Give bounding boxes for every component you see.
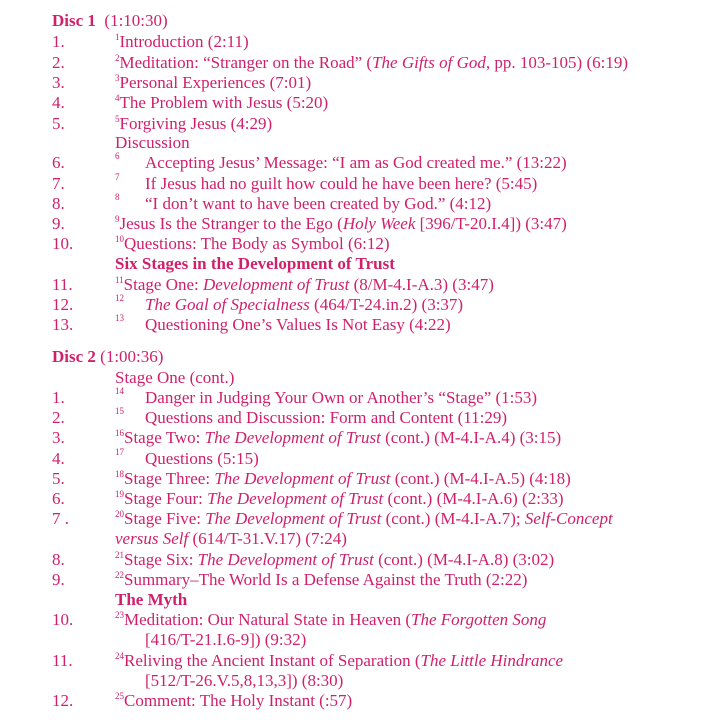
track-row: 4. 17 Questions (5:15)	[52, 447, 259, 468]
track-row: 1. 14 Danger in Judging Your Own or Another’s “Stage” (1:53)	[52, 386, 538, 407]
track-title: $^{22}$Summary–The World Is a Defense Against the Truth (2:22)	[115, 570, 528, 589]
track-title: $^{11}$Stage One: Development of Trust (8/M-4.I-A.3) (3:47)	[115, 275, 494, 294]
track-row: 12. $^{25}$Comment: The Holy Instant (:57)	[52, 691, 353, 710]
subheading: Stage One (cont.)	[115, 368, 235, 387]
track-title: If Jesus had no guilt how could he have been here? (5:45)	[145, 174, 538, 193]
track-row: 12. 12 The Goal of Specialness (464/T-24.in.2) (3:37)	[52, 293, 464, 314]
track-row-continuation	[0, 529, 720, 549]
track-title: Questions (5:15)	[145, 449, 259, 468]
track-title: $^{19}$Stage Four: The Development of Trust (cont.) (M-4.I-A.6) (2:33)	[115, 489, 564, 508]
track-row: 6. $^{19}$Stage Four: The Development of Trust (cont.) (M-4.I-A.6) (2:33)	[52, 489, 564, 508]
track-title: $^3$Personal Experiences (7:01)	[115, 73, 312, 92]
section-heading: The Myth	[115, 590, 188, 609]
track-row: 8. 8 “I don’t want to have been created by God.” (4:12)	[52, 192, 492, 213]
track-row: 6. 6 Accepting Jesus’ Message: “I am as God created me.” (13:22)	[52, 151, 567, 172]
track-title: $^{10}$Questions: The Body as Symbol (6:12)	[115, 234, 390, 253]
track-row-continuation	[0, 671, 720, 691]
discussion-heading: Discussion	[115, 133, 190, 152]
disc-2-duration: (1:00:36)	[100, 347, 164, 366]
track-row: 11. $^{24}$Reliving the Ancient Instant of Separation (The Little Hindrance	[52, 651, 564, 670]
track-row: 10. $^{23}$Meditation: Our Natural State in Heaven (The Forgotten Song	[52, 610, 547, 629]
track-title: $^1$Introduction (2:11)	[115, 32, 249, 51]
track-title: $^{25}$Comment: The Holy Instant (:57)	[115, 691, 353, 710]
track-title: $^{24}$Reliving the Ancient Instant of Separation (The Little Hindrance	[115, 651, 564, 670]
disc-2-header	[0, 347, 720, 367]
track-row: 3. $^{16}$Stage Two: The Development of Trust (cont.) (M-4.I-A.4) (3:15)	[52, 428, 562, 447]
track-row: 4. $^4$The Problem with Jesus (5:20)	[52, 93, 329, 112]
disc-1-duration: (1:10:30)	[104, 11, 168, 30]
track-title: $^5$Forgiving Jesus (4:29)	[115, 114, 273, 133]
track-row-continuation	[0, 630, 720, 650]
track-row: 5. $^{18}$Stage Three: The Development of Trust (cont.) (M-4.I-A.5) (4:18)	[52, 469, 571, 488]
track-title: Questions and Discussion: Form and Content (11:29)	[145, 408, 508, 427]
track-title: versus Self (614/T-31.V.17) (7:24)	[115, 529, 347, 548]
track-row: 7. 7 If Jesus had no guilt how could he have been here? (5:45)	[52, 172, 538, 193]
track-title: $^4$The Problem with Jesus (5:20)	[115, 93, 329, 112]
track-title: $^{16}$Stage Two: The Development of Trust (cont.) (M-4.I-A.4) (3:15)	[115, 428, 562, 447]
track-row: 1. $^1$Introduction (2:11)	[52, 32, 249, 51]
track-row: 7 . $^{20}$Stage Five: The Development of Trust (cont.) (M-4.I-A.7); Self-Concept	[52, 509, 613, 528]
track-row: 9. $^9$Jesus Is the Stranger to the Ego (Holy Week [396/T-20.I.4]) (3:47)	[52, 214, 567, 233]
disc-2-label: Disc 2	[52, 347, 96, 366]
track-row: 9. $^{22}$Summary–The World Is a Defense Against the Truth (2:22)	[52, 570, 528, 589]
track-row: 8. $^{21}$Stage Six: The Development of Trust (cont.) (M-4.I-A.8) (3:02)	[52, 550, 555, 569]
track-title: The Goal of Specialness (464/T-24.in.2) (3:37)	[145, 295, 464, 314]
track-title: [512/T-26.V.5,8,13,3]) (8:30)	[145, 671, 344, 690]
track-row: 10. $^{10}$Questions: The Body as Symbol (6:12)	[52, 234, 390, 253]
disc-1-header	[0, 11, 720, 31]
track-row: 3. $^3$Personal Experiences (7:01)	[52, 73, 312, 92]
track-title: Questioning One’s Values Is Not Easy (4:22)	[145, 315, 451, 334]
track-row: 5. $^5$Forgiving Jesus (4:29)	[52, 114, 273, 133]
section-heading: Six Stages in the Development of Trust	[115, 254, 395, 273]
track-title: $^{20}$Stage Five: The Development of Trust (cont.) (M-4.I-A.7); Self-Concept	[115, 509, 613, 528]
track-title: $^9$Jesus Is the Stranger to the Ego (Holy Week [396/T-20.I.4]) (3:47)	[115, 214, 567, 233]
track-title: $^{18}$Stage Three: The Development of Trust (cont.) (M-4.I-A.5) (4:18)	[115, 469, 571, 488]
track-title: [416/T-21.I.6-9]) (9:32)	[145, 630, 307, 649]
track-row: 13. 13 Questioning One’s Values Is Not Easy (4:22)	[52, 313, 451, 334]
track-title: Accepting Jesus’ Message: “I am as God created me.” (13:22)	[145, 153, 567, 172]
track-title: $^{21}$Stage Six: The Development of Trust (cont.) (M-4.I-A.8) (3:02)	[115, 550, 555, 569]
track-title: Danger in Judging Your Own or Another’s “Stage” (1:53)	[145, 388, 538, 407]
track-row: 11. $^{11}$Stage One: Development of Trust (8/M-4.I-A.3) (3:47)	[52, 275, 494, 294]
track-row: 2. $^2$Meditation: “Stranger on the Road” (The Gifts of God, pp. 103-105) (6:19)	[52, 53, 629, 72]
track-title: “I don’t want to have been created by God.” (4:12)	[145, 194, 492, 213]
track-title: $^{23}$Meditation: Our Natural State in Heaven (The Forgotten Song	[115, 610, 547, 629]
disc-1-label: Disc 1	[52, 11, 96, 30]
track-row: 2. 15 Questions and Discussion: Form and Content (11:29)	[52, 406, 508, 427]
track-title: $^2$Meditation: “Stranger on the Road” (The Gifts of God, pp. 103-105) (6:19)	[115, 53, 629, 72]
